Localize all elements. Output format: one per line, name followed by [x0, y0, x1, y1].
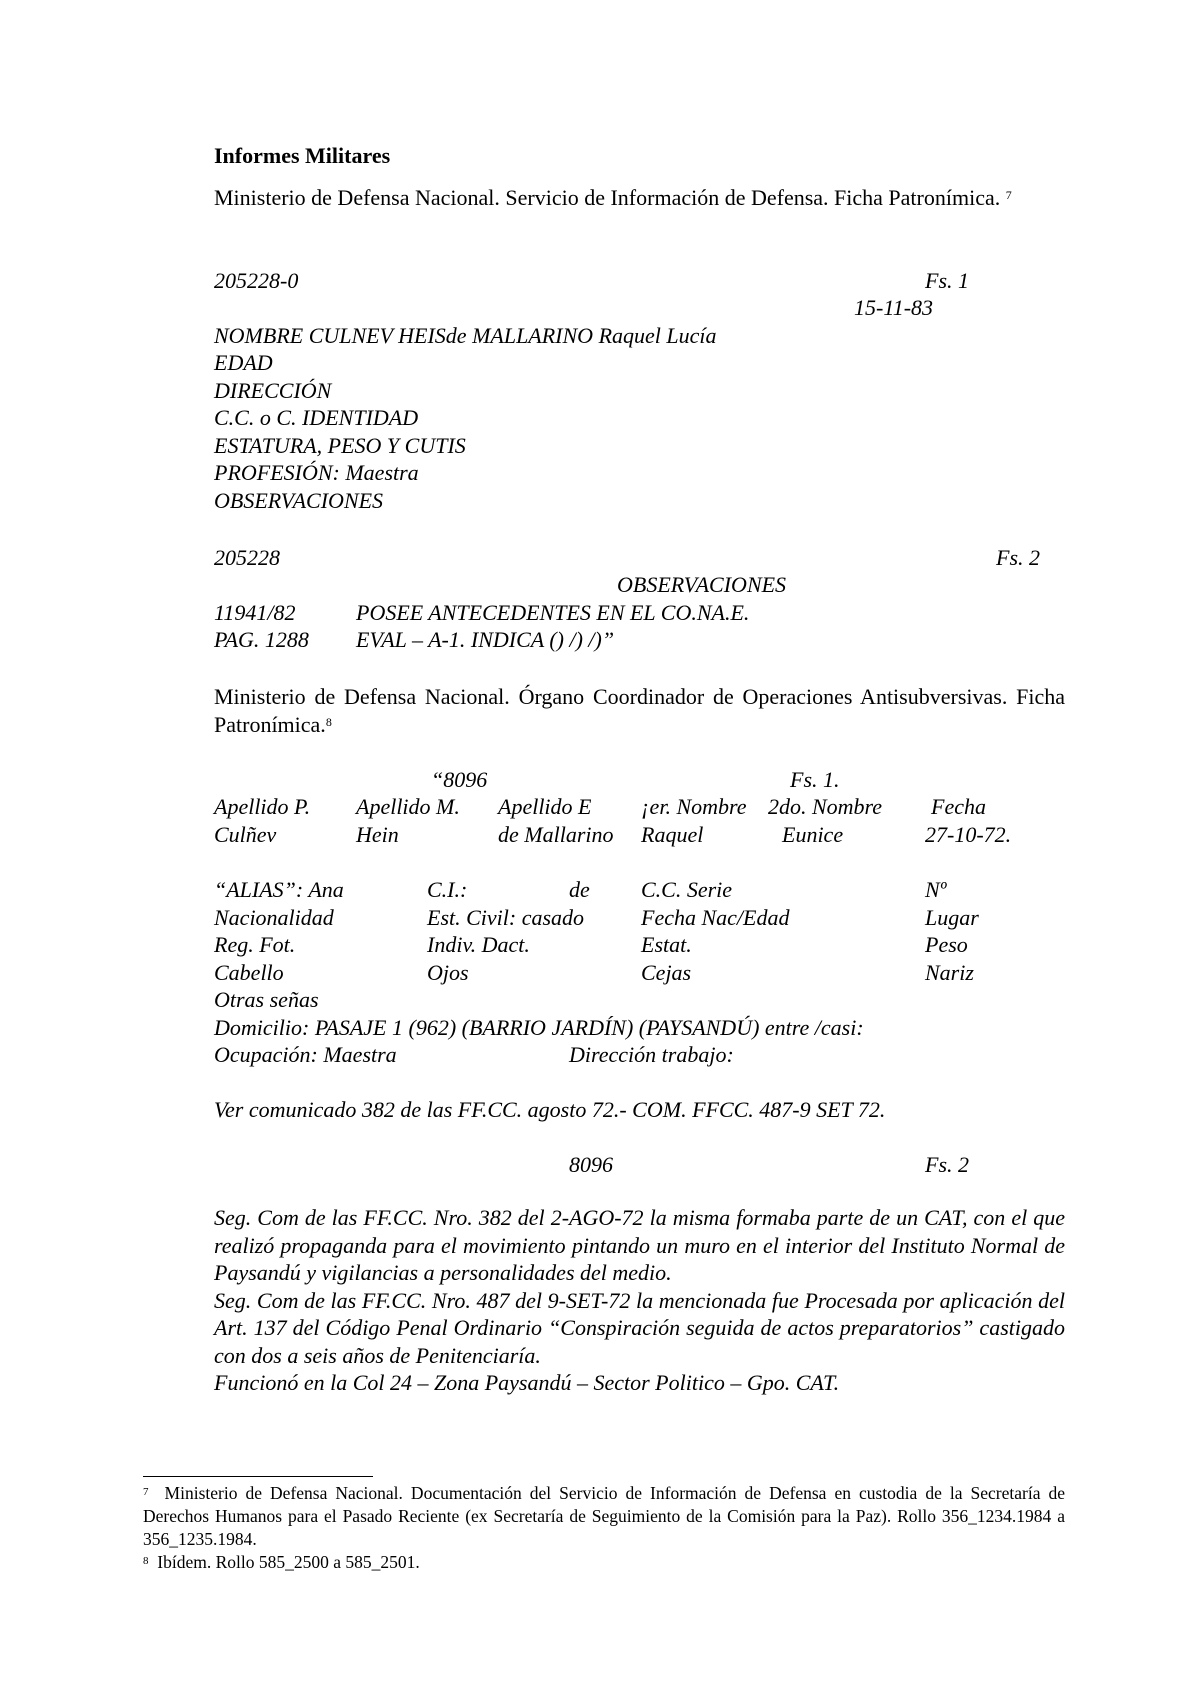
footnote-number: 7: [143, 1486, 149, 1498]
ficha2-value: Hein: [356, 822, 399, 847]
ficha2-grid-cell: Lugar: [925, 905, 979, 930]
ficha2-folio: Fs. 1.: [790, 767, 840, 792]
ficha2-number: “8096: [431, 767, 488, 792]
footnote-divider: [143, 1476, 373, 1477]
footnote-8: [143, 1551, 1065, 1574]
ficha1-p2-folio: Fs. 2: [996, 545, 1040, 570]
ficha2-header: Apellido E: [498, 794, 592, 819]
ficha2-grid-cell: de: [569, 877, 590, 902]
footnotes: [143, 1482, 1065, 1574]
ficha2-grid-cell: Cejas: [641, 960, 692, 985]
footnote-number: 8: [143, 1555, 149, 1567]
ficha1-line: ESTATURA, PESO Y CUTIS: [214, 433, 466, 458]
ficha2-grid-cell: Reg. Fot.: [214, 932, 296, 957]
ficha1-p2-row-right: POSEE ANTECEDENTES EN EL CO.NA.E.: [356, 600, 750, 625]
ficha2-direccion-trabajo: Dirección trabajo:: [569, 1042, 734, 1067]
ficha2-p2-folio: Fs. 2: [925, 1152, 969, 1177]
ficha2-header: ¡er. Nombre: [641, 794, 747, 819]
ficha1-line: DIRECCIÓN: [214, 378, 332, 403]
intro-2-text: Ministerio de Defensa Nacional. Órgano Coordinador de Operaciones Antisubversivas. Ficha Patronímica.: [214, 684, 1065, 737]
intro-1-text: Ministerio de Defensa Nacional. Servicio de Información de Defensa. Ficha Patronímica.: [214, 185, 1001, 210]
ficha1-line: OBSERVACIONES: [214, 488, 384, 513]
footnote-7: [143, 1482, 1065, 1551]
ficha2-p2-number: 8096: [569, 1152, 613, 1177]
ficha1-number: 205228-0: [214, 268, 299, 293]
ficha2-header: Apellido M.: [356, 794, 460, 819]
ficha2-grid-cell: Indiv. Dact.: [427, 932, 530, 957]
ficha2-grid-cell: Estat.: [641, 932, 692, 957]
footnote-text: Ibídem. Rollo 585_2500 a 585_2501.: [157, 1552, 420, 1572]
ficha2-grid-cell: Est. Civil: casado: [427, 905, 585, 930]
section-heading: Informes Militares: [214, 143, 391, 168]
footnote-text: Ministerio de Defensa Nacional. Documentación del Servicio de Información de Defensa en custodia de la Secretaría de Derechos Humanos para el Pasado Reciente (ex Secretaría de Seguimiento de la Comisión para la Paz). Rollo 356_1234.1984 a 356_1235.1984.: [143, 1483, 1066, 1549]
ficha1-line: PROFESIÓN: Maestra: [214, 460, 419, 485]
ficha2-value: 27-10-72.: [925, 822, 1012, 847]
ficha2-header: Apellido P.: [214, 794, 311, 819]
body-paragraph: Seg. Com de las FF.CC. Nro. 487 del 9-SET-72 la mencionada fue Procesada por aplicación del Art. 137 del Código Penal Ordinario “Conspiración seguida de actos preparatorios” castigado con dos a seis años de Penitenciaría.: [214, 1287, 1065, 1368]
footnote-ref-8: 8: [325, 714, 332, 729]
ficha2-value: Culñev: [214, 822, 277, 847]
footnote-ref-7: 7: [1005, 188, 1012, 202]
ficha2-grid-cell: Peso: [925, 932, 968, 957]
ficha1-line: EDAD: [214, 350, 273, 375]
body-paragraph: Seg. Com de las FF.CC. Nro. 382 del 2-AGO-72 la misma formaba parte de un CAT, con el que realizó propaganda para el movimiento pintando un muro en el interior del Instituto Normal de Paysandú y vigilancias a personalidades del medio.: [214, 1205, 1065, 1285]
ficha2-grid-cell: Nariz: [925, 960, 974, 985]
ficha1-line: NOMBRE CULNEV HEISde MALLARINO Raquel Lucía: [214, 323, 717, 348]
ficha2-otras-senas: Otras señas: [214, 987, 319, 1012]
ficha1-p2-number: 205228: [214, 545, 280, 570]
ficha1-date: 15-11-83: [854, 295, 934, 320]
ficha2-grid-cell: C.C. Serie: [641, 877, 733, 902]
ficha2-grid-cell: Cabello: [214, 960, 284, 985]
ficha2-grid-cell: Ojos: [427, 960, 469, 985]
ficha2-header: 2do. Nombre: [768, 794, 883, 819]
body-paragraph: Funcionó en la Col 24 – Zona Paysandú – Sector Politico – Gpo. CAT.: [214, 1370, 840, 1395]
ficha2-grid-cell: “ALIAS”: Ana: [214, 877, 344, 902]
ficha2-value: Raquel: [641, 822, 704, 847]
intro-paragraph-1: [143, 184, 1065, 212]
intro-paragraph-2: [143, 683, 1065, 738]
ficha2-grid-cell: C.I.:: [427, 877, 468, 902]
ficha1-p2-row-right: EVAL – A-1. INDICA () /) /)”: [356, 627, 615, 652]
ficha2-grid-cell: Fecha Nac/Edad: [641, 905, 790, 930]
ficha2-ver-comunicado: Ver comunicado 382 de las FF.CC. agosto 72.- COM. FFCC. 487-9 SET 72.: [214, 1097, 886, 1122]
ficha2-ocupacion: Ocupación: Maestra: [214, 1042, 397, 1067]
ficha2-grid-cell: Nacionalidad: [214, 905, 334, 930]
ficha1-folio: Fs. 1: [925, 268, 969, 293]
ficha2-value: de Mallarino: [498, 822, 614, 847]
ficha1-p2-row-left: PAG. 1288: [214, 627, 309, 652]
ficha2-grid-cell: Nº: [925, 877, 947, 902]
ficha1-p2-heading: OBSERVACIONES: [617, 572, 787, 597]
ficha2-domicilio: Domicilio: PASAJE 1 (962) (BARRIO JARDÍN) (PAYSANDÚ) entre /casi:: [214, 1015, 864, 1040]
ficha1-line: C.C. o C. IDENTIDAD: [214, 405, 419, 430]
ficha1-p2-row-left: 11941/82: [214, 600, 296, 625]
ficha2-header: Fecha: [931, 794, 986, 819]
ficha2-value: Eunice: [782, 822, 844, 847]
ficha2-p2-body: [143, 1204, 1065, 1397]
